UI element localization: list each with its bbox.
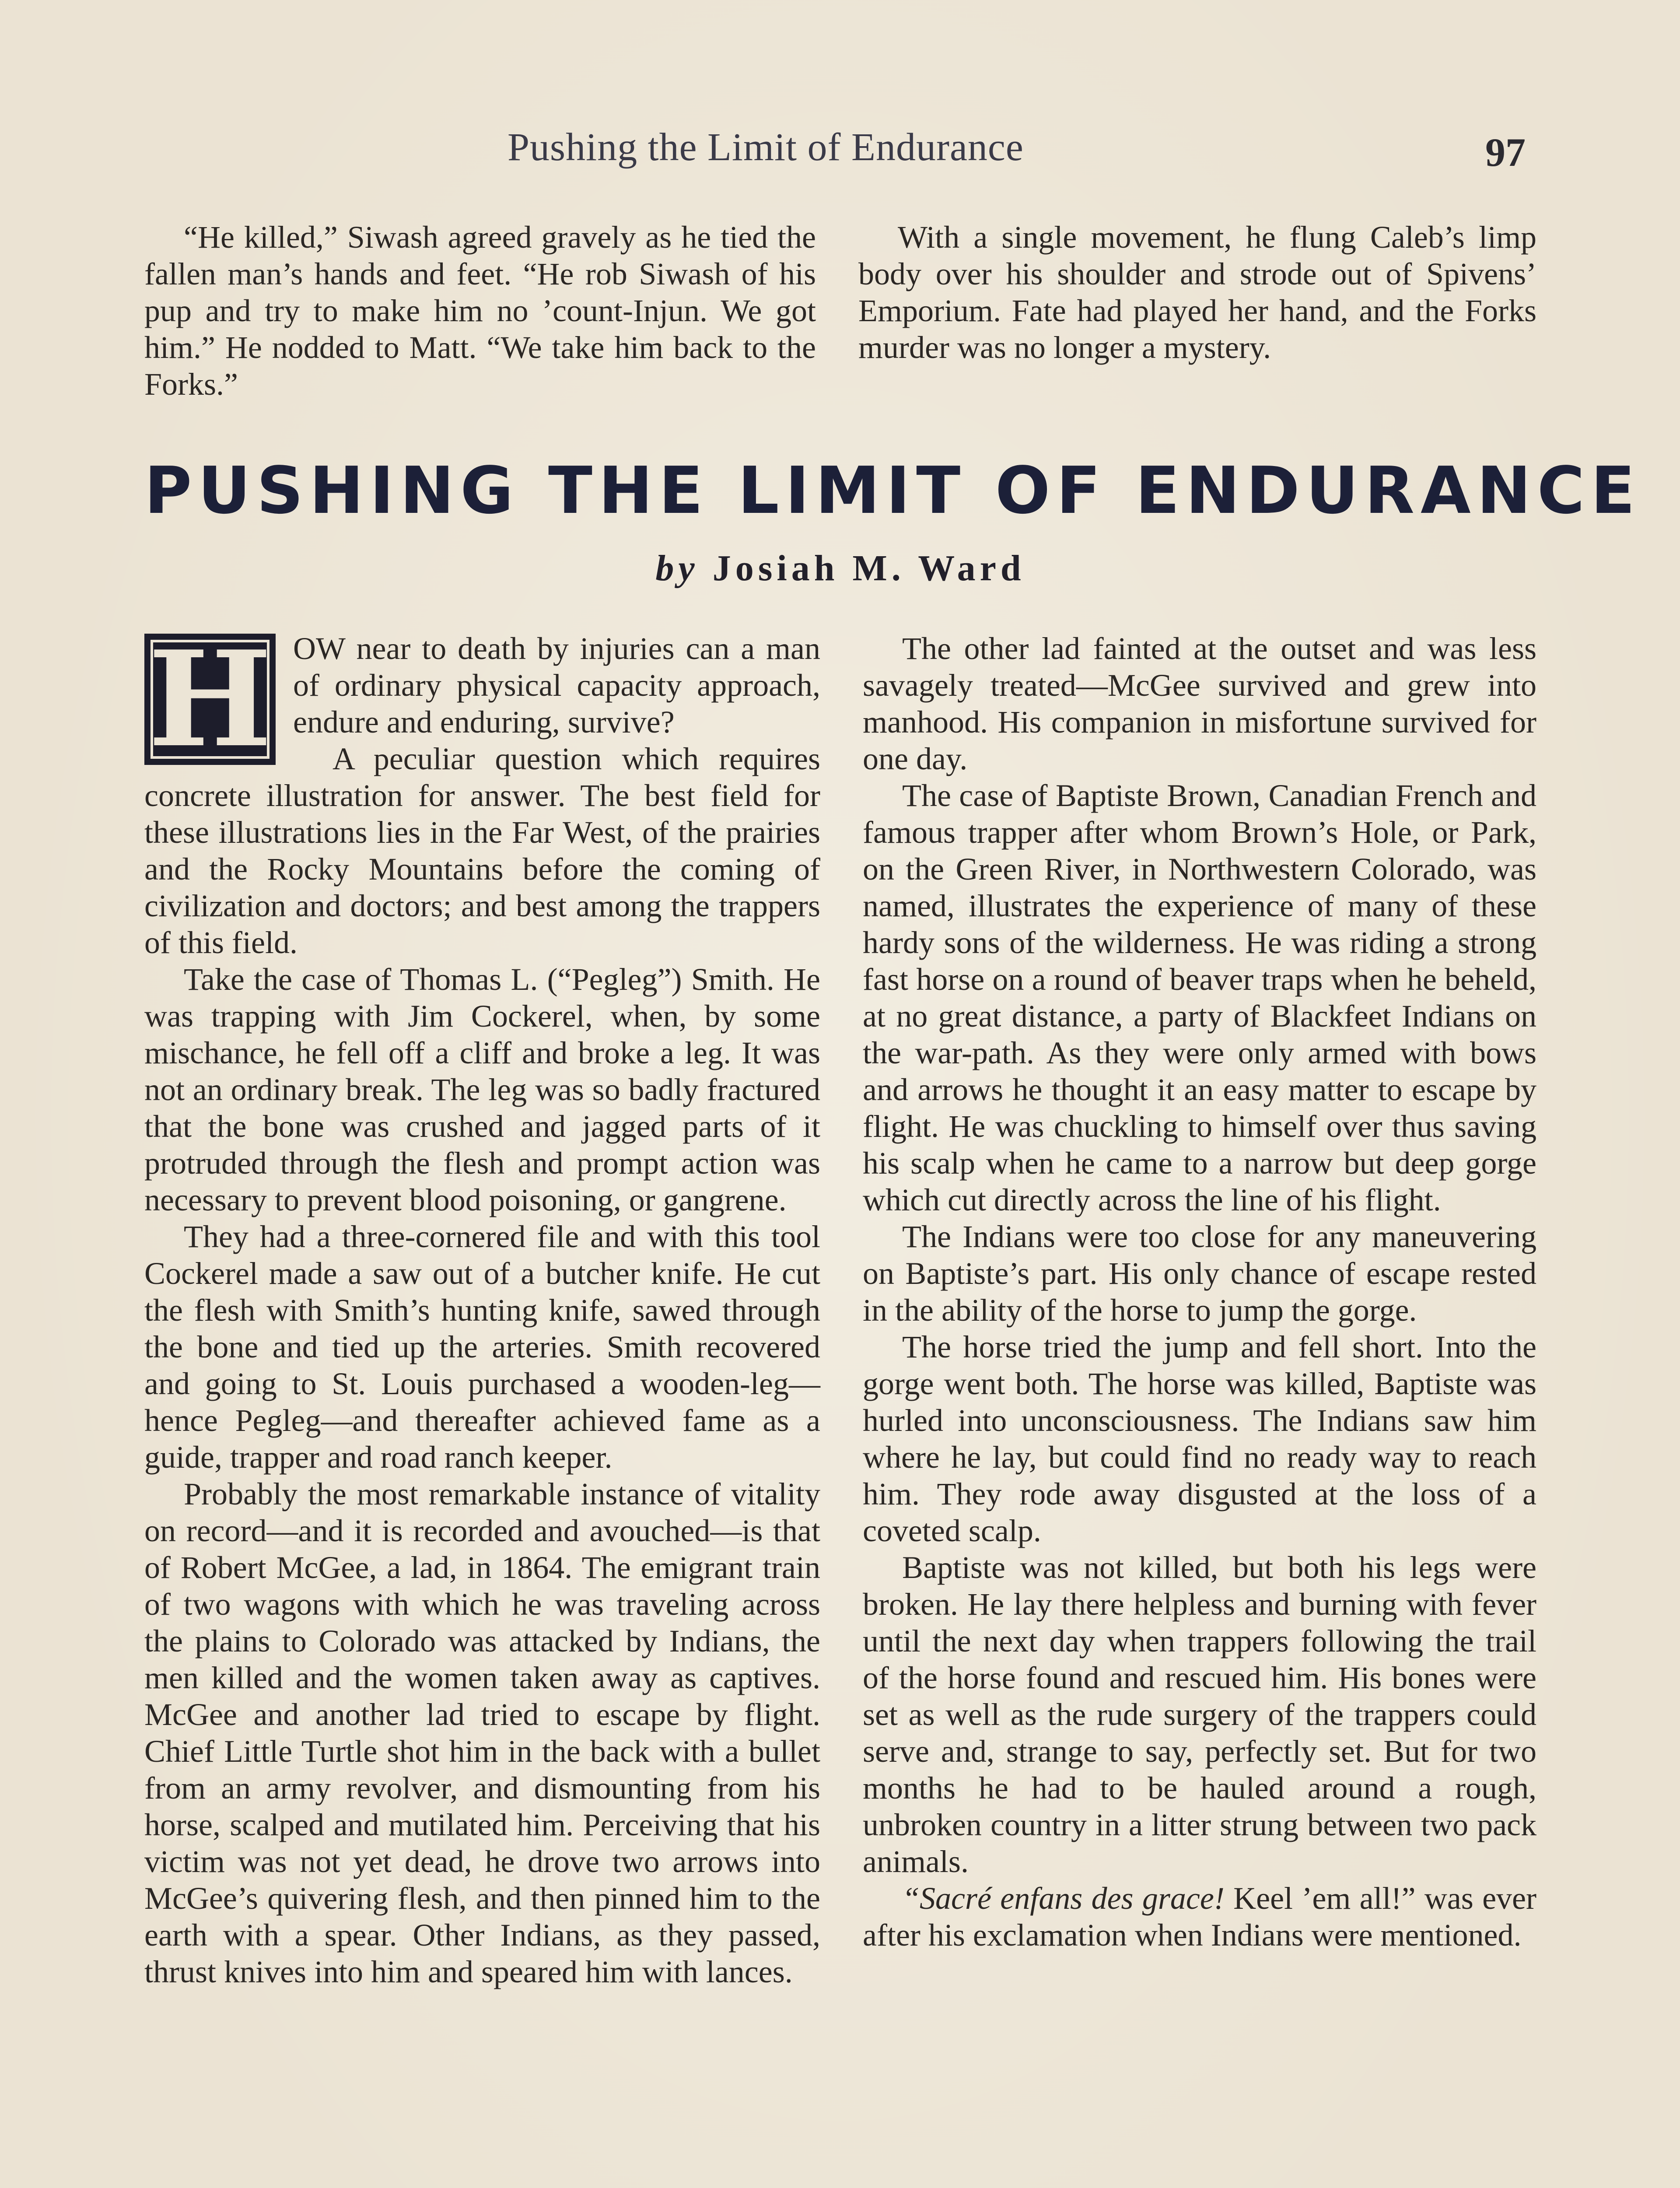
- author-name: Josiah M. Ward: [712, 548, 1026, 589]
- article-paragraph: The case of Baptiste Brown, Canadian French and famous trapper after whom Brown’s Hole, or Park, on the Green River, in Northwestern Colorado, was named, illustrates the experience of many of these hardy sons of the wilderness. He was riding a strong fast horse on a round of beaver traps when he beheld, at no great distance, a party of Blackfeet Indians on the war-path. As they were only armed with bows and arrows he thought it an easy matter to escape by flight. He was chuckling to himself over thus saving his scalp when he came to a narrow but deep gorge which cut directly across the line of his flight.: [863, 778, 1536, 1217]
- article-title: PUSHING THE LIMIT OF ENDURANCE: [144, 453, 1642, 528]
- article-left-column: [144, 622, 820, 1990]
- running-head: Pushing the Limit of Endurance: [508, 126, 1024, 169]
- byline-prefix: by: [655, 548, 699, 589]
- closing-quote-italic: “Sacré enfans des grace!: [902, 1881, 1225, 1916]
- page-number: 97: [1485, 130, 1526, 175]
- previous-story-left-column: [144, 219, 816, 403]
- article-paragraph: [863, 1880, 1536, 1953]
- article-right-column: [863, 630, 1536, 1953]
- article-paragraph-text: OW near to death by injuries can a man of ordinary physical capacity approach, endure and enduring, survive?: [293, 631, 820, 740]
- article-paragraph: A peculiar question which requires concrete illustration for answer. The best field for these illustrations lies in the Far West, of the prairies and the Rocky Mountains before the coming of civilization and doctors; and best among the trappers of this field.: [144, 741, 820, 960]
- article-paragraph: [144, 622, 820, 776]
- article-paragraph: Probably the most remarkable instance of vitality on record—and it is recorded and avouched—is that of Robert McGee, a lad, in 1864. The emigrant train of two wagons with which he was traveling across the plains to Colorado was attacked by Indians, the men killed and the women taken away as captives. McGee and another lad tried to escape by flight. Chief Little Turtle shot him in the back with a bullet from an army revolver, and dismounting from his horse, scalped and mutilated him. Perceiving that his victim was not yet dead, he drove two arrows into McGee’s quivering flesh, and then pinned him to the earth with a spear. Other Indians, as they passed, thrust knives into him and speared him with lances.: [144, 1476, 820, 1989]
- article-paragraph: The horse tried the jump and fell short. Into the gorge went both. The horse was killed, Baptiste was hurled into unconsciousness. The Indians saw him where he lay, but could find no ready way to reach him. They rode away disgusted at the loss of a coveted scalp.: [863, 1329, 1536, 1548]
- previous-story-paragraph: With a single movement, he flung Caleb’s limp body over his shoulder and strode out of Spivens’ Emporium. Fate had played her hand, and the Forks murder was no longer a mystery.: [858, 220, 1536, 365]
- previous-story-paragraph: “He killed,” Siwash agreed gravely as he tied the fallen man’s hands and feet. “He rob Siwash of his pup and try to make him no ’count-Injun. We got him.” He nodded to Matt. “We take him back to the Forks.”: [144, 220, 816, 402]
- article-paragraph: Baptiste was not killed, but both his legs were broken. He lay there helpless and burning with fever until the next day when trappers following the trail of the horse found and rescued him. His bones were set as well as the rude surgery of the trappers could serve and, strange to say, perfectly set. But for two months he had to be hauled around a rough, unbroken country in a litter strung between two pack animals.: [863, 1550, 1536, 1879]
- previous-story-right-column: [858, 219, 1536, 366]
- article-paragraph: They had a three-cornered file and with this tool Cockerel made a saw out of a butcher knife. He cut the flesh with Smith’s hunting knife, sawed through the bone and tied up the arteries. Smith recovered and going to St. Louis purchased a wooden-leg—hence Pegleg—and thereafter achieved fame as a guide, trapper and road ranch keeper.: [144, 1219, 820, 1475]
- article-paragraph: The other lad fainted at the outset and was less savagely treated—McGee survived and grew into manhood. His companion in misfortune survived for one day.: [863, 631, 1536, 776]
- article-paragraph: Take the case of Thomas L. (“Pegleg”) Smith. He was trapping with Jim Cockerel, when, by some mischance, he fell off a cliff and broke a leg. It was not an ordinary break. The leg was so badly fractured that the bone was crushed and jagged parts of it protruded through the flesh and prompt action was necessary to prevent blood poisoning, or gangrene.: [144, 962, 820, 1217]
- drop-cap: H: [144, 634, 276, 765]
- byline: [144, 547, 1536, 589]
- closing-quote-text: Keel ’em all!” was ever after his exclamation when Indians were mentioned.: [863, 1881, 1536, 1953]
- article-paragraph: The Indians were too close for any maneuvering on Baptiste’s part. His only chance of escape rested in the ability of the horse to jump the gorge.: [863, 1219, 1536, 1328]
